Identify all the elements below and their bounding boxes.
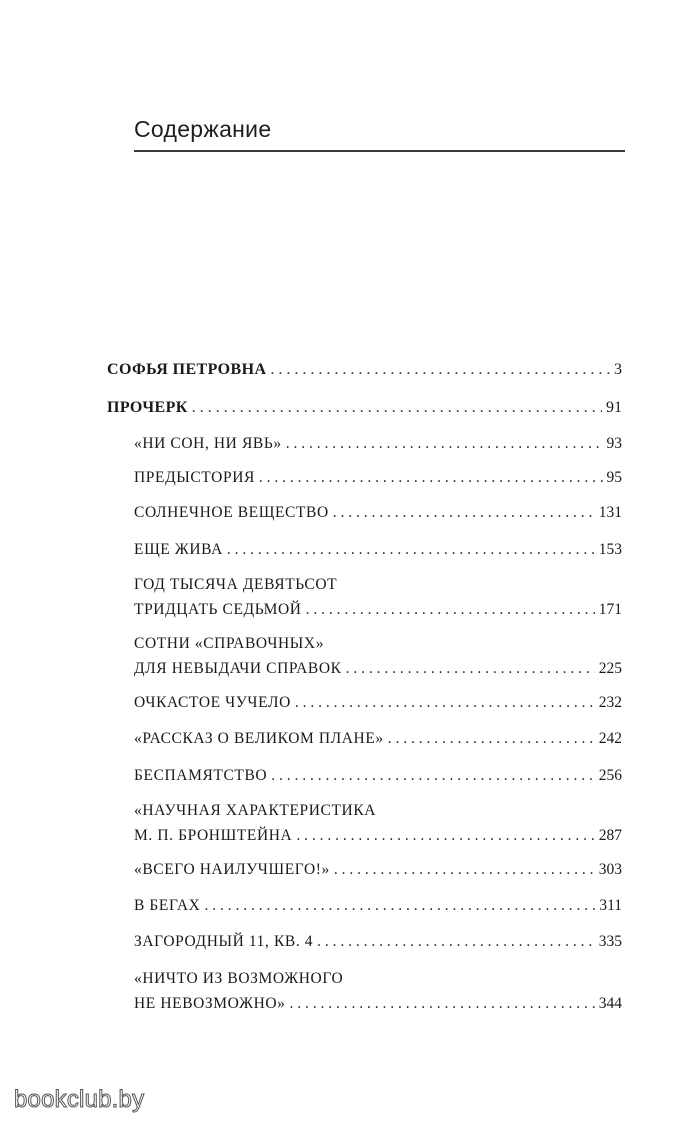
dot-leader	[227, 537, 595, 562]
dot-leader	[317, 929, 595, 954]
toc-page-number: 256	[598, 767, 622, 784]
toc-entry[interactable]	[134, 857, 622, 882]
toc-entry-line	[134, 726, 622, 751]
dot-leader	[271, 763, 595, 788]
dot-leader	[333, 500, 595, 525]
dot-leader	[270, 357, 610, 382]
toc-entry-line	[134, 465, 622, 490]
toc-entry-title: ТРИДЦАТЬ СЕДЬМОЙ	[134, 601, 302, 618]
toc-entry-title: НЕ НЕВОЗМОЖНО»	[134, 995, 286, 1012]
toc-entry-title: ЗАГОРОДНЫЙ 11, КВ. 4	[134, 933, 314, 950]
toc-entry-line	[107, 395, 622, 420]
dot-leader	[286, 431, 603, 456]
toc-entry[interactable]	[134, 798, 622, 848]
page-title: Содержание	[134, 116, 272, 142]
toc-page-number: 344	[598, 995, 622, 1012]
dot-leader	[334, 857, 595, 882]
toc-entry-title-line: «НАУЧНАЯ ХАРАКТЕРИСТИКА	[134, 802, 377, 819]
toc-entry-title-line: ГОД ТЫСЯЧА ДЕВЯТЬСОТ	[134, 576, 338, 593]
toc-page-number: 131	[598, 504, 622, 521]
toc-entry-line	[134, 763, 622, 788]
toc-entry[interactable]	[134, 537, 622, 562]
toc-entry[interactable]	[107, 395, 622, 420]
toc-entry-title: ЕЩЕ ЖИВА	[134, 541, 223, 558]
toc-page-number: 303	[598, 861, 622, 878]
toc-entry-title: М. П. БРОНШТЕЙНА	[134, 827, 293, 844]
toc-entry-title: «РАССКАЗ О ВЕЛИКОМ ПЛАНЕ»	[134, 730, 384, 747]
toc-page-number: 232	[598, 694, 622, 711]
toc-page-number: 287	[598, 827, 622, 844]
toc-entry-line	[107, 357, 622, 382]
dot-leader	[192, 395, 602, 420]
toc-entry-line	[134, 656, 622, 681]
toc-entry[interactable]	[134, 465, 622, 490]
toc-entry-line	[134, 690, 622, 715]
toc-entry[interactable]	[134, 929, 622, 954]
toc-page-number: 95	[606, 469, 622, 486]
dot-leader	[346, 656, 595, 681]
toc-entry[interactable]	[134, 690, 622, 715]
toc-entry-title: ПРОЧЕРК	[107, 399, 188, 416]
toc-entry-line	[134, 500, 622, 525]
toc-entry-title: В БЕГАХ	[134, 897, 201, 914]
watermark-logo: bookclub.by	[14, 1086, 145, 1113]
toc-entry-line	[134, 991, 622, 1016]
toc-page-number: 3	[614, 361, 622, 378]
toc-entry[interactable]	[134, 631, 622, 681]
toc-entry[interactable]	[134, 893, 622, 918]
toc-entry-title: «ВСЕГО НАИЛУЧШЕГО!»	[134, 861, 330, 878]
toc-page-number: 335	[598, 933, 622, 950]
toc-entry-title: ДЛЯ НЕВЫДАЧИ СПРАВОК	[134, 660, 342, 677]
toc-entry[interactable]	[134, 763, 622, 788]
toc-entry-title: ПРЕДЫСТОРИЯ	[134, 469, 255, 486]
toc-entry-line	[134, 537, 622, 562]
toc-entry-title: БЕСПАМЯТСТВО	[134, 767, 268, 784]
toc-page-number: 225	[598, 660, 622, 677]
toc-entry-line	[134, 597, 622, 622]
dot-leader	[295, 690, 595, 715]
toc-entry-line	[134, 431, 622, 456]
toc-entry-line	[134, 929, 622, 954]
toc-entry-line	[134, 893, 622, 918]
toc-entry-title-line: СОТНИ «СПРАВОЧНЫХ»	[134, 635, 325, 652]
toc-entry[interactable]	[134, 726, 622, 751]
dot-leader	[388, 726, 595, 751]
toc-page-number: 91	[606, 399, 622, 416]
toc-entry[interactable]	[134, 572, 622, 622]
toc-page-number: 93	[606, 435, 622, 452]
toc-entry-title: СОЛНЕЧНОЕ ВЕЩЕСТВО	[134, 504, 329, 521]
toc-page-number: 153	[598, 541, 622, 558]
toc-entry[interactable]	[134, 500, 622, 525]
dot-leader	[259, 465, 603, 490]
dot-leader	[296, 823, 594, 848]
toc-page-number: 242	[598, 730, 622, 747]
toc-page-number: 311	[599, 897, 622, 914]
toc-entry-title: «НИ СОН, НИ ЯВЬ»	[134, 435, 282, 452]
toc-entry-line	[134, 823, 622, 848]
toc-page-number: 171	[598, 601, 622, 618]
toc-entry[interactable]	[107, 357, 622, 382]
dot-leader	[290, 991, 595, 1016]
toc-entry-line	[134, 857, 622, 882]
toc-entry[interactable]	[134, 966, 622, 1016]
dot-leader	[204, 893, 595, 918]
dot-leader	[306, 597, 595, 622]
toc-entry-title: ОЧКАСТОЕ ЧУЧЕЛО	[134, 694, 291, 711]
toc-entry-title-line: «НИЧТО ИЗ ВОЗМОЖНОГО	[134, 970, 344, 987]
toc-entry-title: СОФЬЯ ПЕТРОВНА	[107, 361, 267, 378]
toc-entry[interactable]	[134, 431, 622, 456]
